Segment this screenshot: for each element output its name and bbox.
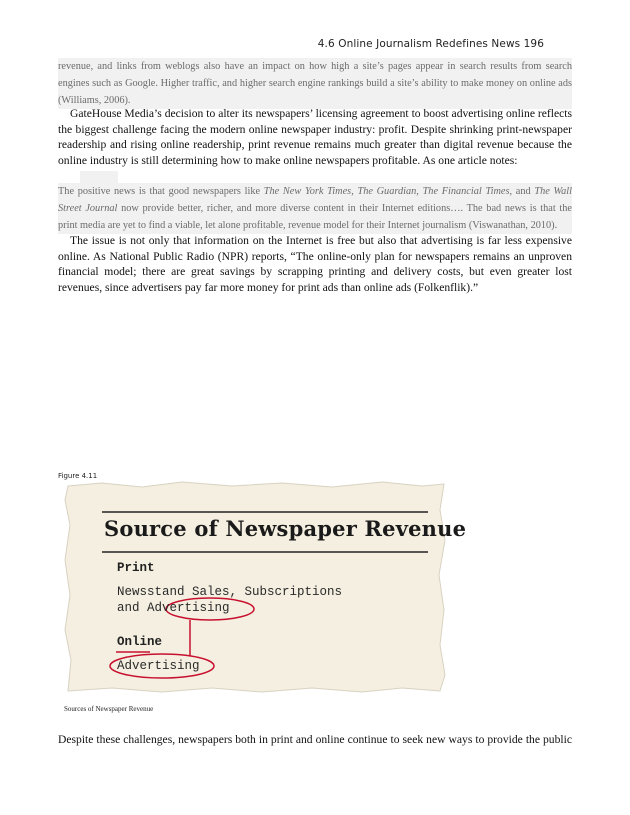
paragraph-gatehouse [58, 106, 572, 168]
paragraph-issue [58, 233, 572, 295]
print-advertising: Advertising [147, 601, 230, 615]
online-advertising: Advertising [117, 659, 200, 673]
block-quote [58, 183, 572, 234]
quote-part2: now provide better, richer, and more diverse content in their Internet editions…. The bad news is that the print media are yet to find a viable, let alone profitable, revenue model for their Internet journalism (Viswanathan, 2010). [58, 203, 572, 231]
print-heading: Print [117, 561, 155, 575]
print-line2 [117, 601, 230, 615]
figure-title: Source of Newspaper Revenue [104, 516, 467, 541]
quote-sep2: , [416, 186, 423, 197]
quote-part1: The positive news is that good newspapers like [58, 186, 264, 197]
print-line2-prefix: and [117, 601, 148, 615]
quote-ft: The Financial Times [422, 186, 510, 197]
quote-sep3: , and [509, 186, 535, 197]
running-header: 4.6 Online Journalism Redefines News 196 [317, 38, 544, 50]
issue-text: The issue is not only that information on the Internet is free but also that advertising is far less expensive online. As National Public Radio (NPR) reports, “The online-only plan for newspapers remains an unproven financial model; there are great savings by scrapping printing and delivery costs, but even greater lost revenues, since advertisers pay far more money for print ads than online ads (Folkenflik).” [58, 234, 572, 294]
quote-nyt: The New York Times [263, 186, 352, 197]
quote-sep1: , [351, 186, 358, 197]
online-heading: Online [117, 635, 163, 649]
print-line1: Newsstand Sales, Subscriptions [117, 585, 343, 599]
paragraph-last-line: Despite these challenges, newspapers both in print and online continue to seek new ways to provide the public [58, 733, 572, 746]
shaded-quote-top: revenue, and links from weblogs also have an impact on how high a site’s pages appear in search results from search engines such as Google. Higher traffic, and higher search engine rankings build a site’s ability to make money on online ads (Williams, 2006). [58, 58, 572, 109]
quote-wsj: The Wall Street Journal [58, 186, 572, 214]
gatehouse-text: GateHouse Media’s decision to alter its newspapers’ licensing agreement to boost advertising online reflects the biggest challenge facing the modern online newspaper industry: profit. Despite shrinking print-newspaper readership and rising online readership, print revenue remains much greater than digital revenue because the online industry is still determining how to make online newspapers profitable. As one article notes: [58, 107, 572, 167]
figure-label: Figure 4.11 [58, 472, 98, 480]
figure-caption: Sources of Newspaper Revenue [64, 705, 154, 713]
quote-guardian: The Guardian [357, 186, 417, 197]
quote-tab [80, 171, 118, 183]
